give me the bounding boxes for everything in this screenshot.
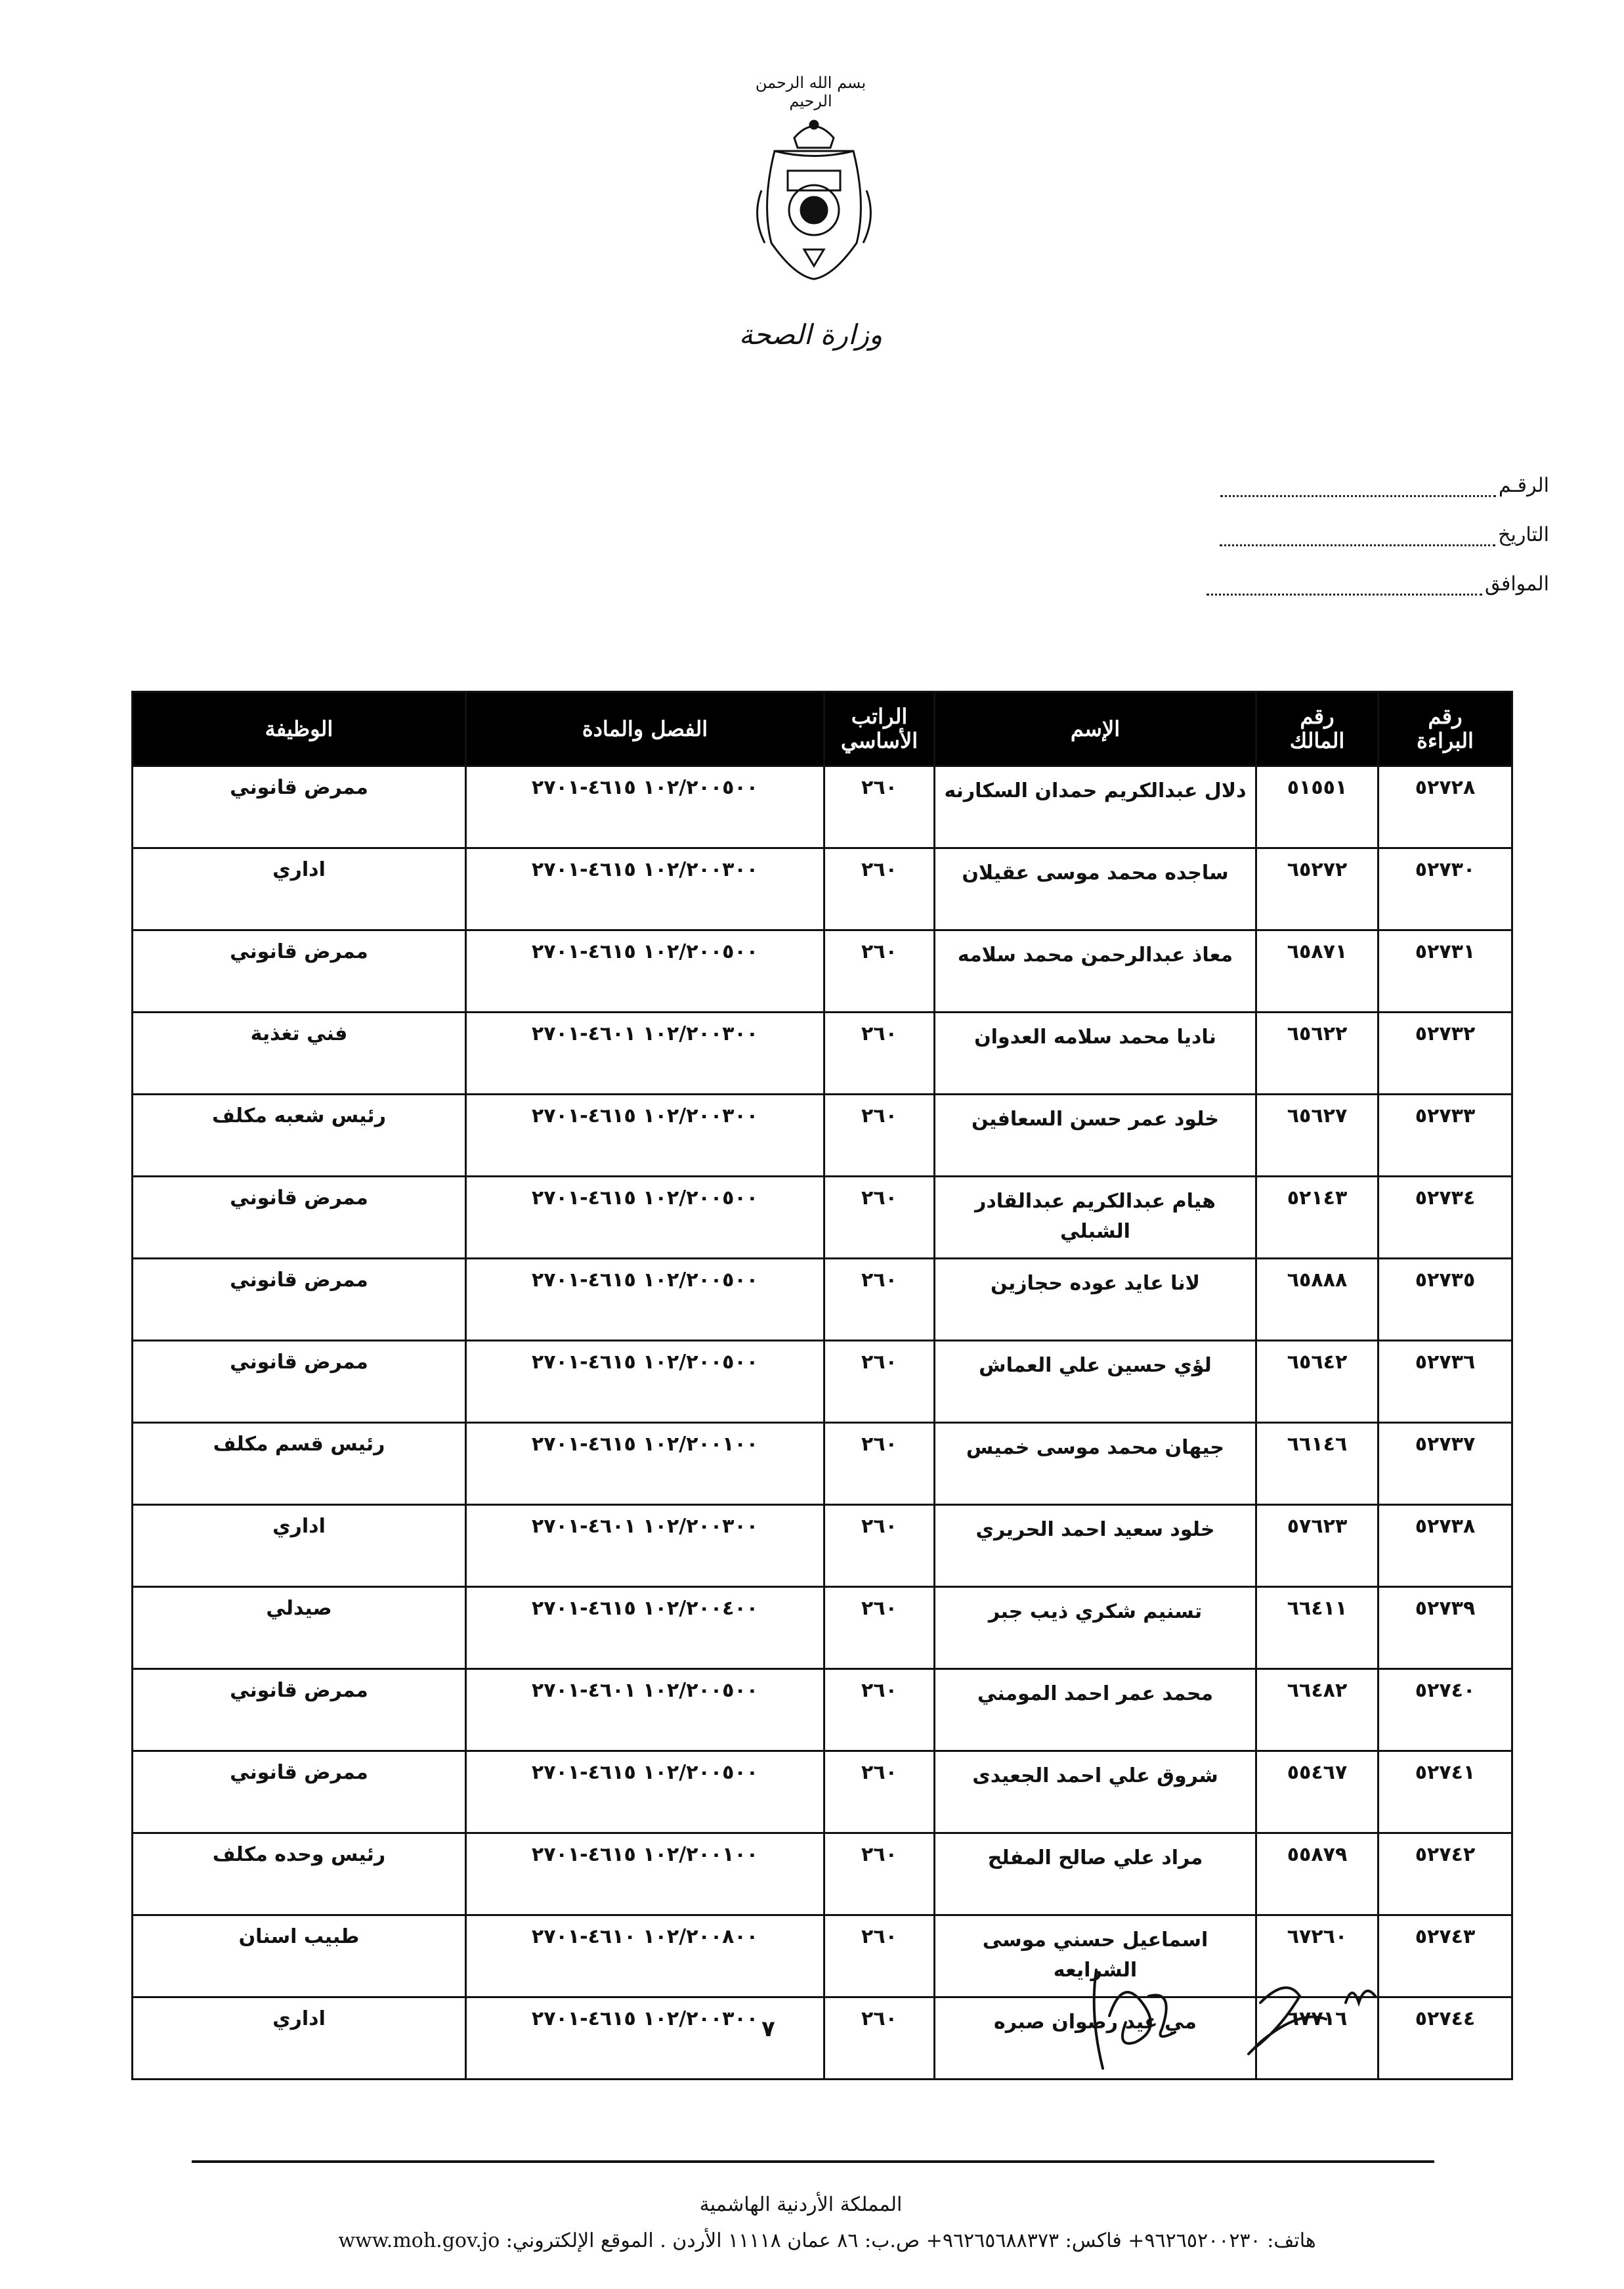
- table-row: [133, 1669, 1512, 1751]
- cell-job: صيدلي: [133, 1587, 466, 1669]
- cell-name: خلود عمر حسن السعافين: [935, 1095, 1256, 1177]
- cell-job: رئيس وحده مكلف: [133, 1833, 466, 1915]
- footer-divider: [192, 2160, 1434, 2163]
- cell-emp-no: ٥٢٧٣٥: [1378, 1259, 1512, 1341]
- cell-emp-no: ٥٢٧٢٨: [1378, 766, 1512, 848]
- employees-table: [131, 691, 1513, 2080]
- cell-salary: ٢٦٠: [824, 1751, 935, 1833]
- cell-name: جيهان محمد موسى خميس: [935, 1423, 1256, 1505]
- cell-code: ١٠٢/٢٠٠٣٠٠ ٤٦٠١-٢٧٠١: [466, 1013, 824, 1095]
- table-row: [133, 1833, 1512, 1915]
- field-label: الرقـم: [1498, 474, 1549, 497]
- table-row: [133, 1423, 1512, 1505]
- footer-kingdom: المملكة الأردنية الهاشمية: [699, 2193, 903, 2216]
- field-dotted-line: [1220, 526, 1495, 546]
- cell-job: فني تغذية: [133, 1013, 466, 1095]
- cell-nat-no: ٦٦١٤٦: [1256, 1423, 1378, 1505]
- cell-job: ممرض قانوني: [133, 1751, 466, 1833]
- cell-code: ١٠٢/٢٠٠٣٠٠ ٤٦١٥-٢٧٠١: [466, 1997, 824, 2080]
- header-text: البراءة: [1417, 728, 1474, 753]
- cell-code: ١٠٢/٢٠٠٣٠٠ ٤٦١٥-٢٧٠١: [466, 848, 824, 930]
- cell-nat-no: ٥٢١٤٣: [1256, 1177, 1378, 1259]
- cell-code: ١٠٢/٢٠٠٥٠٠ ٤٦٠١-٢٧٠١: [466, 1669, 824, 1751]
- header-job: [133, 692, 466, 766]
- reference-number-field: [1195, 474, 1549, 497]
- field-label: الموافق: [1484, 573, 1549, 596]
- corresponding-date-field: [1195, 573, 1549, 596]
- cell-emp-no: ٥٢٧٤١: [1378, 1751, 1512, 1833]
- cell-name: خلود سعيد احمد الحريري: [935, 1505, 1256, 1587]
- cell-emp-no: ٥٢٧٤٣: [1378, 1915, 1512, 1997]
- header-nat-no: [1256, 692, 1378, 766]
- cell-nat-no: ٦٥٨٨٨: [1256, 1259, 1378, 1341]
- basmala: بسم الله الرحمن الرحيم: [755, 74, 866, 110]
- table-row: [133, 930, 1512, 1013]
- cell-name: لؤي حسين علي العماش: [935, 1341, 1256, 1423]
- coat-of-arms-emblem: [748, 112, 880, 289]
- cell-code: ١٠٢/٢٠٠٥٠٠ ٤٦١٥-٢٧٠١: [466, 766, 824, 848]
- table-row: [133, 1259, 1512, 1341]
- cell-nat-no: ٦٥٦٢٢: [1256, 1013, 1378, 1095]
- cell-name: لانا عايد عوده حجازين: [935, 1259, 1256, 1341]
- table-row: [133, 1177, 1512, 1259]
- table-row: [133, 1095, 1512, 1177]
- cell-name: معاذ عبدالرحمن محمد سلامه: [935, 930, 1256, 1013]
- cell-emp-no: ٥٢٧٤٤: [1378, 1997, 1512, 2080]
- cell-nat-no: ٥٥٤٦٧: [1256, 1751, 1378, 1833]
- cell-emp-no: ٥٢٧٣٣: [1378, 1095, 1512, 1177]
- cell-nat-no: ٦٥٦٤٢: [1256, 1341, 1378, 1423]
- cell-job: اداري: [133, 1997, 466, 2080]
- header-emp-no: [1378, 692, 1512, 766]
- cell-emp-no: ٥٢٧٣٨: [1378, 1505, 1512, 1587]
- cell-emp-no: ٥٢٧٣٩: [1378, 1587, 1512, 1669]
- cell-nat-no: ٦٧٧١٦: [1256, 1997, 1378, 2080]
- cell-salary: ٢٦٠: [824, 1505, 935, 1587]
- table-row: [133, 1341, 1512, 1423]
- table-header-row: [133, 692, 1512, 766]
- cell-salary: ٢٦٠: [824, 1915, 935, 1997]
- footer-contact: هاتف: ٩٦٢٦٥٢٠٠٢٣٠+ فاكس: ٩٦٢٦٥٦٨٨٣٧٣+ ص.ب: ٨٦ عمان ١١١١٨ الأردن . الموقع الإلكتروني: www.moh.gov.jo: [338, 2229, 1316, 2252]
- table-row: [133, 1587, 1512, 1669]
- ministry-name: وزارة الصحة: [738, 318, 883, 351]
- cell-job: اداري: [133, 1505, 466, 1587]
- cell-salary: ٢٦٠: [824, 1587, 935, 1669]
- cell-emp-no: ٥٢٧٣٤: [1378, 1177, 1512, 1259]
- cell-emp-no: ٥٢٧٣٢: [1378, 1013, 1512, 1095]
- header-text: رقم: [1428, 704, 1463, 730]
- cell-name: مي عيد رضوان صبره: [935, 1997, 1256, 2080]
- header-name: [935, 692, 1256, 766]
- cell-salary: ٢٦٠: [824, 1997, 935, 2080]
- header-text: الأساسي: [840, 728, 918, 753]
- cell-job: ممرض قانوني: [133, 766, 466, 848]
- cell-salary: ٢٦٠: [824, 1341, 935, 1423]
- cell-job: طبيب اسنان: [133, 1915, 466, 1997]
- header-text: الراتب: [851, 704, 908, 730]
- cell-name: هيام عبدالكريم عبدالقادر الشبلي: [935, 1177, 1256, 1259]
- cell-code: ١٠٢/٢٠٠٥٠٠ ٤٦١٥-٢٧٠١: [466, 930, 824, 1013]
- cell-name: شروق علي احمد الجعيدى: [935, 1751, 1256, 1833]
- table-row: [133, 1013, 1512, 1095]
- date-field: [1195, 523, 1549, 546]
- page-number: ٧: [761, 2016, 775, 2042]
- cell-nat-no: ٥١٥٥١: [1256, 766, 1378, 848]
- header-code: [466, 692, 824, 766]
- cell-nat-no: ٦٦٤١١: [1256, 1587, 1378, 1669]
- cell-nat-no: ٦٥٢٧٢: [1256, 848, 1378, 930]
- cell-job: ممرض قانوني: [133, 1259, 466, 1341]
- cell-code: ١٠٢/٢٠٠٥٠٠ ٤٦١٥-٢٧٠١: [466, 1341, 824, 1423]
- header-text: الوظيفة: [265, 716, 333, 741]
- cell-name: تسنيم شكري ذيب جبر: [935, 1587, 1256, 1669]
- table-row: [133, 848, 1512, 930]
- table-row: [133, 766, 1512, 848]
- cell-salary: ٢٦٠: [824, 1423, 935, 1505]
- cell-nat-no: ٦٧٢٦٠: [1256, 1915, 1378, 1997]
- cell-salary: ٢٦٠: [824, 1833, 935, 1915]
- cell-nat-no: ٦٥٨٧١: [1256, 930, 1378, 1013]
- cell-code: ١٠٢/٢٠٠٣٠٠ ٤٦٠١-٢٧٠١: [466, 1505, 824, 1587]
- cell-nat-no: ٥٥٨٧٩: [1256, 1833, 1378, 1915]
- cell-emp-no: ٥٢٧٣١: [1378, 930, 1512, 1013]
- cell-name: ساجده محمد موسى عقيلان: [935, 848, 1256, 930]
- cell-name: ناديا محمد سلامه العدوان: [935, 1013, 1256, 1095]
- cell-emp-no: ٥٢٧٣٦: [1378, 1341, 1512, 1423]
- cell-salary: ٢٦٠: [824, 1177, 935, 1259]
- cell-code: ١٠٢/٢٠٠٥٠٠ ٤٦١٥-٢٧٠١: [466, 1177, 824, 1259]
- cell-emp-no: ٥٢٧٤٠: [1378, 1669, 1512, 1751]
- cell-job: ممرض قانوني: [133, 1177, 466, 1259]
- cell-code: ١٠٢/٢٠٠١٠٠ ٤٦١٥-٢٧٠١: [466, 1833, 824, 1915]
- cell-code: ١٠٢/٢٠٠٣٠٠ ٤٦١٥-٢٧٠١: [466, 1095, 824, 1177]
- cell-emp-no: ٥٢٧٣٧: [1378, 1423, 1512, 1505]
- field-dotted-line: [1220, 477, 1496, 497]
- cell-job: رئيس قسم مكلف: [133, 1423, 466, 1505]
- cell-nat-no: ٦٥٦٢٧: [1256, 1095, 1378, 1177]
- header-salary: [824, 692, 935, 766]
- cell-name: مراد علي صالح المفلح: [935, 1833, 1256, 1915]
- cell-salary: ٢٦٠: [824, 1259, 935, 1341]
- cell-salary: ٢٦٠: [824, 766, 935, 848]
- cell-code: ١٠٢/٢٠٠٥٠٠ ٤٦١٥-٢٧٠١: [466, 1259, 824, 1341]
- cell-job: ممرض قانوني: [133, 1341, 466, 1423]
- handwritten-signatures: [1063, 1963, 1405, 2075]
- cell-salary: ٢٦٠: [824, 848, 935, 930]
- cell-code: ١٠٢/٢٠٠٤٠٠ ٤٦١٥-٢٧٠١: [466, 1587, 824, 1669]
- cell-name: محمد عمر احمد المومني: [935, 1669, 1256, 1751]
- cell-job: رئيس شعبه مكلف: [133, 1095, 466, 1177]
- cell-code: ١٠٢/٢٠٠١٠٠ ٤٦١٥-٢٧٠١: [466, 1423, 824, 1505]
- table-row: [133, 1751, 1512, 1833]
- header-text: المالك: [1289, 728, 1345, 753]
- table-row: [133, 1505, 1512, 1587]
- field-dotted-line: [1207, 575, 1482, 596]
- cell-salary: ٢٦٠: [824, 1669, 935, 1751]
- cell-nat-no: ٦٦٤٨٢: [1256, 1669, 1378, 1751]
- header-text: رقم: [1300, 704, 1335, 730]
- header-text: الإسم: [1070, 716, 1121, 741]
- cell-name: اسماعيل حسني موسى الشرايعه: [935, 1915, 1256, 1997]
- cell-salary: ٢٦٠: [824, 930, 935, 1013]
- cell-job: ممرض قانوني: [133, 1669, 466, 1751]
- cell-job: ممرض قانوني: [133, 930, 466, 1013]
- cell-job: اداري: [133, 848, 466, 930]
- cell-emp-no: ٥٢٧٤٢: [1378, 1833, 1512, 1915]
- cell-salary: ٢٦٠: [824, 1095, 935, 1177]
- cell-name: دلال عبدالكريم حمدان السكارنه: [935, 766, 1256, 848]
- cell-salary: ٢٦٠: [824, 1013, 935, 1095]
- cell-code: ١٠٢/٢٠٠٥٠٠ ٤٦١٥-٢٧٠١: [466, 1751, 824, 1833]
- header-text: الفصل والمادة: [582, 716, 708, 741]
- cell-emp-no: ٥٢٧٣٠: [1378, 848, 1512, 930]
- field-label: التاريخ: [1498, 523, 1549, 546]
- cell-code: ١٠٢/٢٠٠٨٠٠ ٤٦١٠-٢٧٠١: [466, 1915, 824, 1997]
- cell-nat-no: ٥٧٦٢٣: [1256, 1505, 1378, 1587]
